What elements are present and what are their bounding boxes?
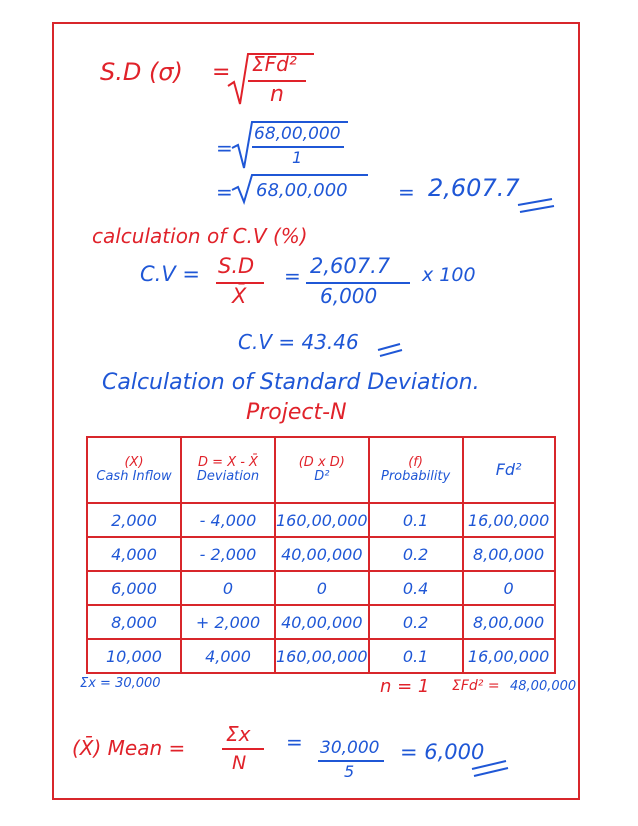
cell-deviation: + 2,000 (181, 605, 275, 639)
step3-result-equals: = (398, 180, 415, 204)
header-d-squared: (D x D) D² (275, 437, 369, 503)
step2-numerator: 68,00,000 (254, 124, 341, 144)
mean-frac1-bar (222, 748, 264, 750)
table-row (87, 503, 555, 537)
cell-x: 10,000 (87, 639, 181, 673)
cell-fd-squared: 8,00,000 (463, 537, 555, 571)
mean-frac1-denominator: N (232, 752, 247, 774)
cell-x: 6,000 (87, 571, 181, 605)
cell-probability: 0.1 (369, 639, 463, 673)
cv-frac1-denominator: X̄ (232, 284, 247, 308)
deviation-table (86, 436, 556, 674)
table-row (87, 605, 555, 639)
cv-frac2-denominator: 6,000 (320, 284, 378, 308)
cell-probability: 0.2 (369, 605, 463, 639)
cell-d-squared: 160,00,000 (275, 503, 369, 537)
mean-label: (X̄) Mean = (72, 736, 186, 760)
header-deviation: D = X - X̄ Deviation (181, 437, 275, 503)
cell-fd-squared: 16,00,000 (463, 503, 555, 537)
cell-fd-squared: 16,00,000 (463, 639, 555, 673)
n-total: n = 1 (380, 676, 430, 697)
section-title: Calculation of Standard Deviation. (102, 370, 480, 395)
cell-d-squared: 160,00,000 (275, 639, 369, 673)
cell-d-squared: 40,00,000 (275, 537, 369, 571)
header-fd-squared: Fd² (463, 437, 555, 503)
cv-equals: = (284, 264, 301, 288)
cv-result: C.V = 43.46 (238, 330, 359, 354)
table-header-row (87, 437, 555, 503)
header-cash-inflow: (X) Cash Inflow (87, 437, 181, 503)
sd-label: S.D (σ) (100, 58, 183, 86)
mean-equals: = (286, 730, 303, 754)
step3-equals: = (216, 180, 233, 204)
sd-result: 2,607.7 (428, 174, 520, 202)
mean-frac2-denominator: 5 (344, 762, 355, 781)
sum-fd2-value: 48,00,000 (510, 679, 577, 694)
cell-x: 4,000 (87, 537, 181, 571)
sd-formula-denominator: n (270, 82, 284, 107)
cell-d-squared: 0 (275, 571, 369, 605)
cv-frac2-numerator: 2,607.7 (310, 254, 391, 278)
cell-x: 8,000 (87, 605, 181, 639)
header-probability: (f) Probability (369, 437, 463, 503)
step2-denominator: 1 (292, 148, 303, 167)
cell-deviation: - 4,000 (181, 503, 275, 537)
cell-fd-squared: 0 (463, 571, 555, 605)
cell-x: 2,000 (87, 503, 181, 537)
table-row (87, 571, 555, 605)
cell-deviation: 0 (181, 571, 275, 605)
sd-equals: = (212, 60, 231, 85)
cell-fd-squared: 8,00,000 (463, 605, 555, 639)
project-title: Project-N (246, 400, 347, 425)
sum-fd2-label: ΣFd² = (452, 678, 500, 694)
mean-frac2-numerator: 30,000 (320, 738, 380, 758)
cell-probability: 0.2 (369, 537, 463, 571)
double-underline-mark-3 (470, 758, 510, 780)
step2-equals: = (216, 136, 233, 160)
double-underline-mark-2 (376, 342, 406, 360)
cv-times-100: x 100 (422, 264, 476, 286)
sd-formula-numerator: ΣFd² (252, 52, 297, 76)
mean-result: = 6,000 (400, 740, 485, 764)
double-underline-mark (516, 196, 556, 216)
cv-heading: calculation of C.V (%) (92, 224, 308, 248)
cell-deviation: 4,000 (181, 639, 275, 673)
cell-probability: 0.4 (369, 571, 463, 605)
cell-probability: 0.1 (369, 503, 463, 537)
sum-x-total: Σx = 30,000 (80, 676, 161, 691)
step3-value: 68,00,000 (256, 180, 348, 201)
cell-deviation: - 2,000 (181, 537, 275, 571)
mean-frac1-numerator: Σx (226, 722, 251, 746)
table-row (87, 537, 555, 571)
cell-d-squared: 40,00,000 (275, 605, 369, 639)
cv-lhs: C.V = (140, 262, 200, 286)
table-row (87, 639, 555, 673)
cv-frac1-numerator: S.D (218, 254, 255, 278)
